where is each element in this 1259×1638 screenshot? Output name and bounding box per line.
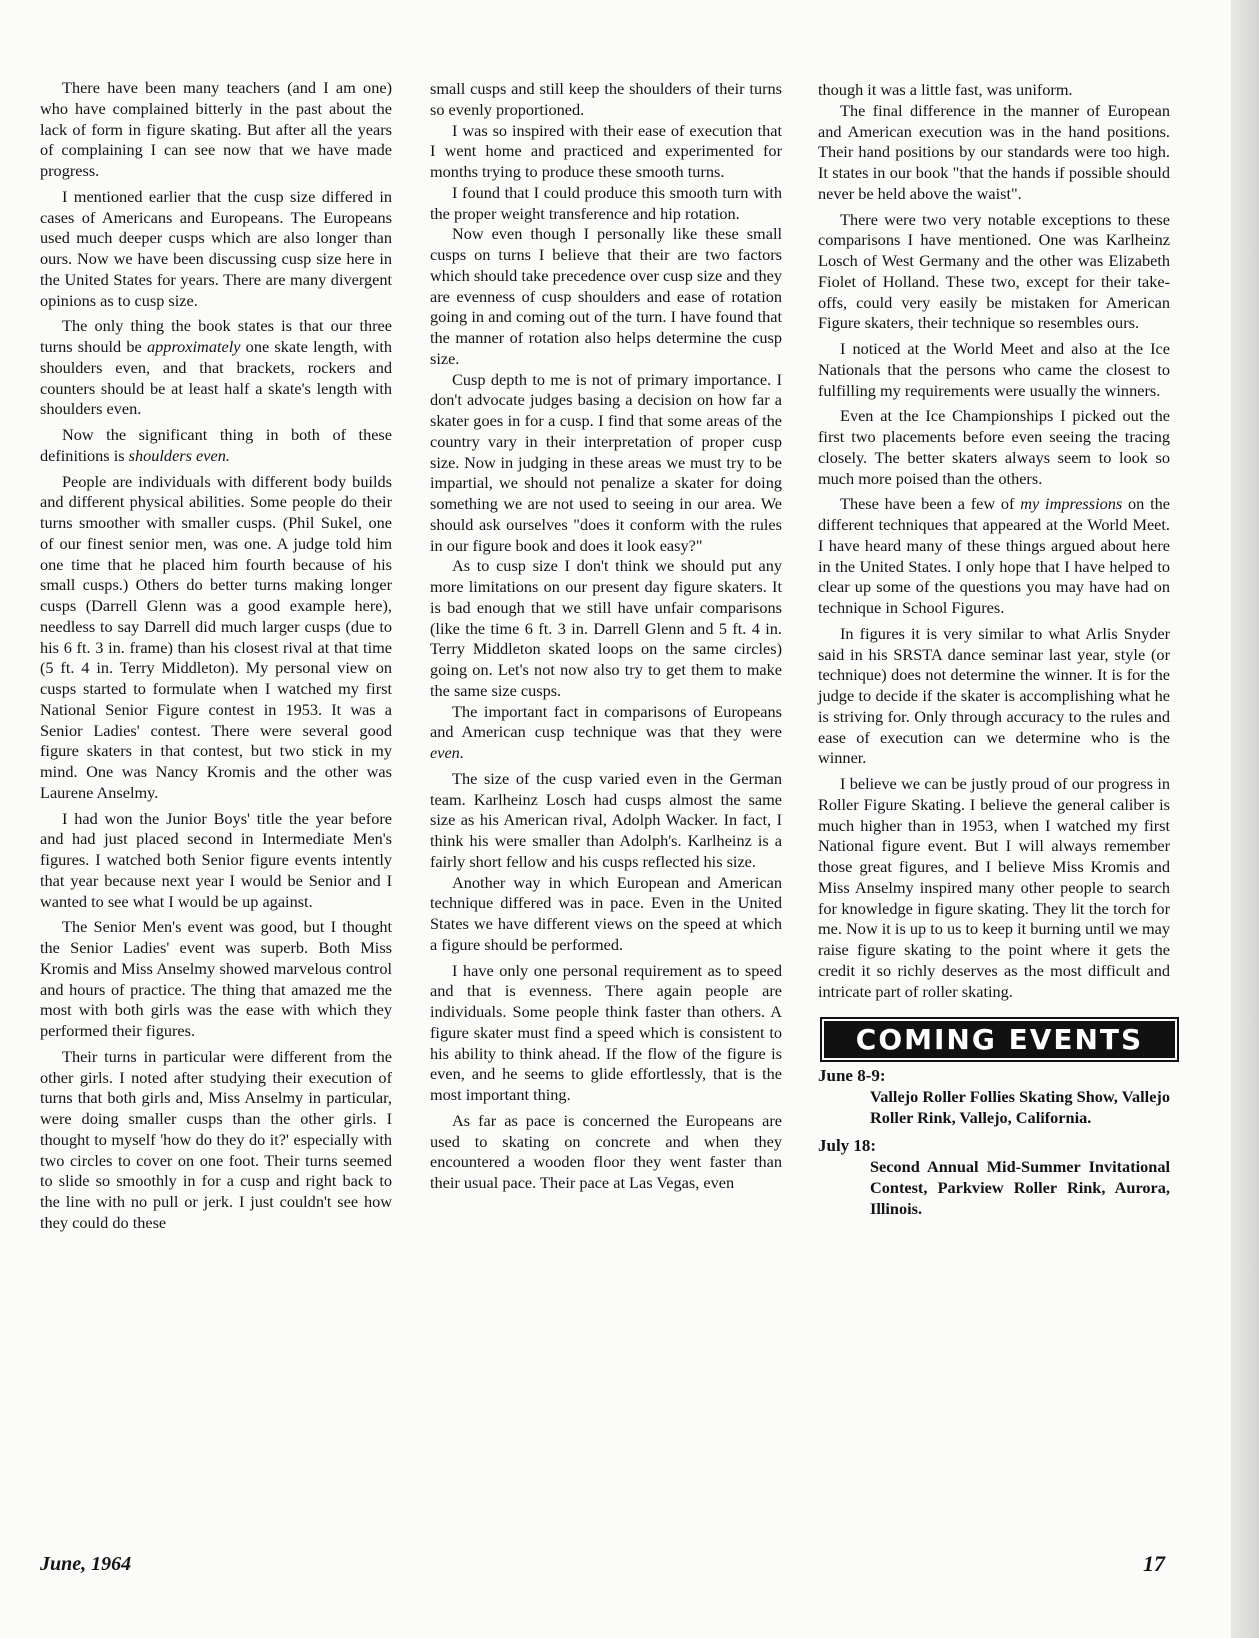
paragraph: People are individuals with different body builds and different physical abilities. Some people do their turns smoother with smaller cusps. (Phil Sukel, one of our finest senior men, was one. A judge told him one time that he placed him fourth because of his small cusps.) Others do better turns making longer cusps (Darrell Glenn was a good example here), needless to say Darrell did much larger cusps (due to his 6 ft. 3 in. frame) than his closest rival at that time (5 ft. 4 in. Terry Middleton). My personal view on cusps started to formulate when I watched my first National Senior Figure contest in 1953. It was a Senior Ladies' contest. There were several good figure skaters in that contest, but two stick in my mind. One was Nancy Kromis and the other was Laurene Anselmy. (40, 471, 392, 802)
event-date: July 18: (818, 1136, 877, 1156)
paragraph: Their turns in particular were different from the other girls. I noted after studying their execution of turns that both girls and, Miss Anselmy in particular, were doing smaller cusps than the other girls. I thought to myself 'how do they do it?' especially with two circles to cover on one foot. Their turns seemed to slide so smoothly in for a cusp and right back to the line with no pull or jerk. I just couldn't see how they could do these (40, 1046, 392, 1232)
paragraph: Another way in which European and American technique differed was in pace. Even in the United States we have different views on the speed at which a figure should be performed. (430, 872, 782, 954)
paragraph: I believe we can be justly proud of our progress in Roller Figure Skating. I believe the general caliber is much higher than in 1953, when I watched my first National figure event. But I will always remember those great figures, and I believe Miss Kromis and Miss Anselmy inspired many other people to search for knowledge in figure skating. They lit the torch for me. Now it is up to us to keep it burning until we may raise figure skating to the point where it gets the credit it so richly deserves as the most difficult and intricate part of roller skating. (818, 774, 1170, 1001)
paragraph: The only thing the book states is that our three turns should be approximately one skate length, with shoulders even, and that brackets, rockers and counters should be at least half a skate's length with shoulders even. (40, 316, 393, 419)
paragraph: I mentioned earlier that the cusp size differed in cases of Americans and Europeans. The Europeans used much deeper cusps which are also longer than ours. Now we have been discussing cusp size here in the United States for years. There are many divergent opinions as to cusp size. (40, 186, 392, 310)
article-column-2 (430, 79, 782, 1194)
event-description: Second Annual Mid-Summer Invitational Contest, Parkview Roller Rink, Aurora, Illinois. (870, 1157, 1170, 1218)
paragraph: Even at the Ice Championships I picked out the first two placements before even seeing the tracing closely. The better skaters always seem to look so much more poised than the others. (818, 406, 1170, 488)
paragraph: These have been a few of my impressions on the different techniques that appeared at the World Meet. I have heard many of these things argued about here in the United States. I only hope that I have helped to clear up some of the questions you may have had on technique in School Figures. (818, 494, 1170, 617)
event-description: Vallejo Roller Follies Skating Show, Vallejo Roller Rink, Vallejo, California. (870, 1086, 1170, 1127)
paragraph: I was so inspired with their ease of execution that I went home and practiced and experimented for months trying to produce these smooth turns. (430, 120, 782, 181)
paragraph: I have only one personal requirement as to speed and that is evenness. There again people are individuals. Some people think faster than others. A figure skater must find a speed which is consistent to his ability to think ahead. If the flow of the figure is even, and he seems to glide effortlessly, that is the most important thing. (430, 960, 782, 1104)
paragraph: In figures it is very similar to what Arlis Snyder said in his SRSTA dance seminar last year, style (or technique) does not determine the winner. It is for the judge to decide if the skater is accomplishing what he is striving for. Only through accuracy to the rules and ease of execution can we determine who is the winner. (818, 623, 1170, 768)
paragraph: though it was a little fast, was uniform. (818, 80, 1073, 99)
paragraph: The size of the cusp varied even in the German team. Karlheinz Losch had cusps almost the same size as his American rival, Adolph Wacker. In fact, I think his were smaller than Adolph's. Karlheinz is a fairly short fellow and his cusps reflected his size. (430, 768, 782, 871)
issue-date: June, 1964 (40, 1553, 132, 1575)
paragraph: Cusp depth to me is not of primary importance. I don't advocate judges basing a decision on how far a skater goes in for a cusp. I find that some areas of the country vary in their interpretation of proper cusp size. Now in judging in these areas we must try to be impartial, we should not penalize a skater for doing something we are not used to seeing in our area. We should ask ourselves "does it conform with the rules in our figure book and does it look easy?" (430, 369, 782, 555)
paragraph: The important fact in comparisons of Europeans and American cusp technique was that they were even. (430, 701, 782, 762)
paragraph: As far as pace is concerned the Europeans are used to skating on concrete and when they encountered a wooden floor they went faster than their usual pace. Their pace at Las Vegas, even (430, 1110, 782, 1192)
paragraph: The Senior Men's event was good, but I thought the Senior Ladies' event was superb. Both Miss Kromis and Miss Anselmy showed marvelous control and hours of practice. The thing that amazed me the most with both girls was the ease with which they performed their figures. (40, 917, 392, 1040)
paragraph: There have been many teachers (and I am one) who have complained bitterly in the past about the lack of form in figure skating. But after all the years of complaining I can see now that we have made progress. (40, 78, 392, 180)
paragraph: I had won the Junior Boys' title the year before and had just placed second in Intermediate Men's figures. I watched both Senior figure events intently that year because next year I would be Senior and I wanted to see what I would be up against. (40, 808, 392, 911)
article-column-1 (40, 78, 392, 1234)
page-number: 17 (1143, 1551, 1165, 1576)
page-edge-shadow (1231, 0, 1259, 1638)
coming-events-header: COMING EVENTS (824, 1021, 1175, 1058)
paragraph: Now the significant thing in both of these definitions is shoulders even. (40, 425, 392, 465)
paragraph: I found that I could produce this smooth turn with the proper weight transference and hip rotation. (430, 182, 782, 223)
event-item (818, 1066, 1170, 1128)
event-date: June 8-9: (818, 1066, 886, 1085)
article-column-3 (818, 80, 1170, 1219)
paragraph: The final difference in the manner of European and American execution was in the hand positions. Their hand positions by our standards were too high. It states in our book "that the hands if possible should never be held above the waist". (818, 100, 1170, 203)
paragraph: As to cusp size I don't think we should put any more limitations on our present day figure skaters. It is bad enough that we still have unfair comparisons (like the time 6 ft. 3 in. Darrell Glenn and 5 ft. 4 in. Terry Middleton skated loops on the same circles) going on. Let's not now also try to get them to make the same size cusps. (430, 556, 782, 700)
paragraph: There were two very notable exceptions to these comparisons I have mentioned. One was Karlheinz Losch of West Germany and the other was Elizabeth Fiolet of Holland. These two, except for their take-offs, could very easily be mistaken for American Figure skaters, their technique so resembles ours. (818, 209, 1170, 333)
paragraph: small cusps and still keep the shoulders of their turns so evenly proportioned. (430, 79, 782, 119)
event-item (818, 1136, 1170, 1219)
paragraph: Now even though I personally like these small cusps on turns I believe that their are two factors which should take precedence over cusp size and they are evenness of cusp shoulders and ease of rotation going in and coming out of the turn. I have found that the manner of rotation also helps determine the cusp size. (430, 224, 782, 368)
paragraph: I noticed at the World Meet and also at the Ice Nationals that the persons who came the closest to fulfilling my requirements were usually the winners. (818, 339, 1170, 400)
